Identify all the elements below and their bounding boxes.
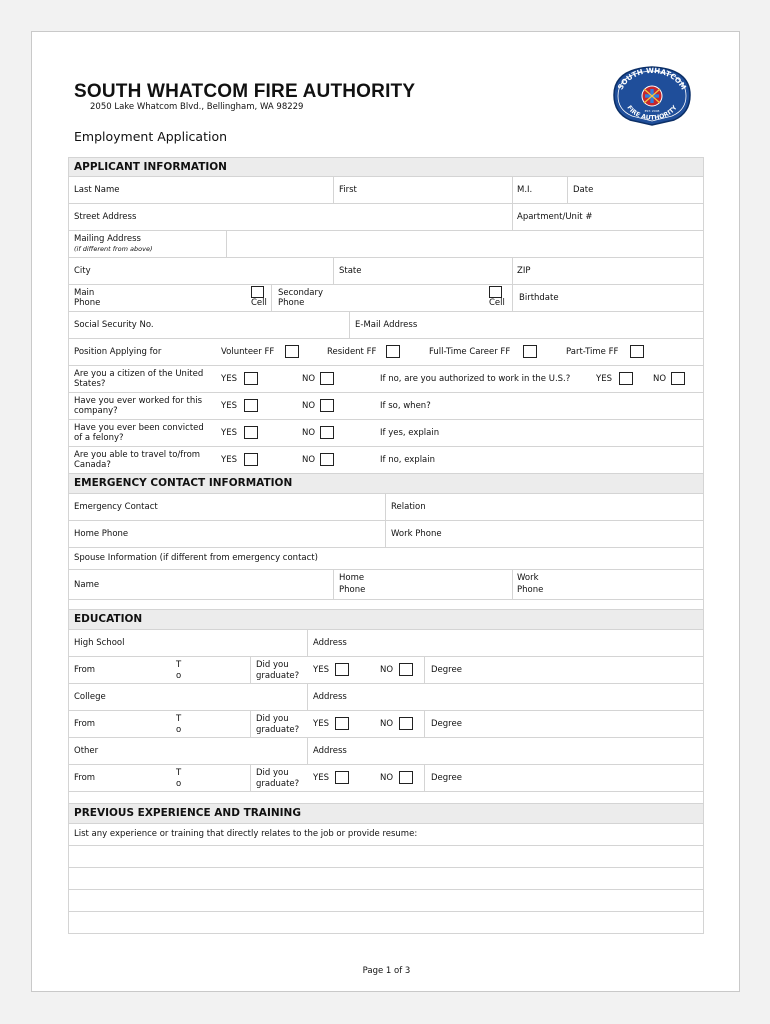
felony-no-checkbox[interactable] (320, 426, 334, 439)
emergency-contact-row (68, 494, 704, 521)
college-graduate-no-checkbox[interactable] (399, 717, 413, 730)
document-title: Employment Application (74, 129, 228, 144)
other-school-dates-row: From T o Did you graduate? YES NO Degree (68, 765, 704, 792)
position-label: Position Applying for (74, 347, 162, 357)
worked-row: Have you ever worked for this company? YES NO If so, when? (68, 393, 704, 420)
birthdate-field[interactable]: Birthdate (519, 293, 559, 303)
spouse-name-field[interactable]: Name (74, 580, 100, 590)
other-degree-field[interactable]: Degree (431, 773, 462, 783)
mailing-row (68, 231, 704, 258)
worked-no-checkbox[interactable] (320, 399, 334, 412)
mailing-address-note: (if different from above) (74, 245, 153, 253)
full-time-ff-checkbox[interactable] (523, 345, 537, 358)
other-school-address-field[interactable]: Address (313, 746, 347, 756)
city-row (68, 258, 704, 285)
relation-field[interactable]: Relation (391, 502, 426, 512)
other-graduate-yes-checkbox[interactable] (335, 771, 349, 784)
page-number: Page 1 of 3 (362, 966, 411, 976)
ssn-row (68, 312, 704, 339)
college-graduate-yes-checkbox[interactable] (335, 717, 349, 730)
street-row (68, 204, 704, 231)
street-address-field[interactable]: Street Address (74, 212, 137, 222)
state-field[interactable]: State (339, 266, 362, 276)
college-dates-row: From T o Did you graduate? YES NO Degree (68, 711, 704, 738)
high-school-graduate-yes-checkbox[interactable] (335, 663, 349, 676)
other-graduate-no-checkbox[interactable] (399, 771, 413, 784)
svg-text:SOUTH WHATCOM: SOUTH WHATCOM (615, 65, 689, 92)
name-row (68, 177, 704, 204)
other-to-field[interactable]: o (176, 779, 182, 789)
spouse-name-row: Name Home Phone Work Phone (68, 570, 704, 600)
worked-when-field[interactable]: If so, when? (380, 401, 431, 411)
felony-row: Have you ever been convicted of a felony? YES NO If yes, explain (68, 420, 704, 447)
citizen-no-checkbox[interactable] (320, 372, 334, 385)
experience-instructions-row (68, 824, 704, 846)
canada-row: Are you able to travel to/from Canada? YES NO If no, explain (68, 447, 704, 474)
application-page (31, 31, 740, 992)
experience-instructions: List any experience or training that directly relates to the job or provide resume: (74, 829, 418, 839)
part-time-ff-checkbox[interactable] (630, 345, 644, 358)
application-form (68, 157, 704, 934)
organization-address: 2050 Lake Whatcom Blvd., Bellingham, WA 98229 (90, 102, 304, 112)
canada-yes-checkbox[interactable] (244, 453, 258, 466)
college-row (68, 684, 704, 711)
main-phone-cell-checkbox[interactable] (251, 286, 264, 298)
fire-authority-logo (610, 65, 694, 127)
svg-text:FIRE AUTHORITY: FIRE AUTHORITY (625, 104, 679, 122)
high-school-dates-row: From T o Did you graduate? YES NO Degree (68, 657, 704, 684)
citizen-row: Are you a citizen of the United States? YES NO If no, are you authorized to work in the U.S.? YES NO (68, 366, 704, 393)
spouse-home-phone-field[interactable]: Phone (339, 585, 366, 595)
svg-text:EST. 2008: EST. 2008 (644, 109, 660, 113)
position-row: Position Applying for Volunteer FF Resident FF Full-Time Career FF Part-Time FF (68, 339, 704, 366)
phone-row: Main Phone Cell Secondary Phone Cell Birthdate (68, 285, 704, 312)
college-address-field[interactable]: Address (313, 692, 347, 702)
emergency-contact-field[interactable]: Emergency Contact (74, 502, 158, 512)
spouse-work-phone-field[interactable]: Phone (517, 585, 544, 595)
high-school-to-field[interactable]: o (176, 671, 182, 681)
first-name-field[interactable]: First (339, 185, 357, 195)
home-phone-field[interactable]: Home Phone (74, 529, 129, 539)
spouse-info-label: Spouse Information (if different from emergency contact) (74, 553, 318, 563)
high-school-address-field[interactable]: Address (313, 638, 347, 648)
experience-line[interactable] (68, 890, 704, 912)
experience-line[interactable] (68, 868, 704, 890)
secondary-phone-field[interactable]: Phone (278, 298, 305, 308)
resident-ff-checkbox[interactable] (386, 345, 400, 358)
mailing-address-label: Mailing Address (74, 234, 141, 244)
zip-field[interactable]: ZIP (517, 266, 531, 276)
other-school-row (68, 738, 704, 765)
apartment-field[interactable]: Apartment/Unit # (517, 212, 593, 222)
high-school-row (68, 630, 704, 657)
ssn-field[interactable]: Social Security No. (74, 320, 154, 330)
high-school-degree-field[interactable]: Degree (431, 665, 462, 675)
felony-yes-checkbox[interactable] (244, 426, 258, 439)
authorized-no-checkbox[interactable] (671, 372, 685, 385)
citizen-yes-checkbox[interactable] (244, 372, 258, 385)
canada-no-checkbox[interactable] (320, 453, 334, 466)
emergency-phone-row (68, 521, 704, 548)
section-previous-experience: PREVIOUS EXPERIENCE AND TRAINING (68, 804, 704, 824)
spacer (68, 600, 704, 610)
experience-line[interactable] (68, 912, 704, 934)
email-field[interactable]: E-Mail Address (355, 320, 418, 330)
college-from-field[interactable]: From (74, 719, 96, 729)
college-to-field[interactable]: o (176, 725, 182, 735)
middle-initial-field[interactable]: M.I. (517, 185, 533, 195)
spacer (68, 792, 704, 804)
secondary-phone-cell-checkbox[interactable] (489, 286, 502, 298)
organization-name: SOUTH WHATCOM FIRE AUTHORITY (74, 81, 416, 102)
high-school-graduate-no-checkbox[interactable] (399, 663, 413, 676)
spouse-info-row (68, 548, 704, 570)
section-emergency-contact: EMERGENCY CONTACT INFORMATION (68, 474, 704, 494)
authorized-yes-checkbox[interactable] (619, 372, 633, 385)
college-field[interactable]: College (74, 692, 106, 702)
high-school-field[interactable]: High School (74, 638, 125, 648)
section-education: EDUCATION (68, 610, 704, 630)
worked-yes-checkbox[interactable] (244, 399, 258, 412)
date-field[interactable]: Date (573, 185, 594, 195)
other-from-field[interactable]: From (74, 773, 96, 783)
high-school-from-field[interactable]: From (74, 665, 96, 675)
canada-explain-field[interactable]: If no, explain (380, 455, 436, 465)
last-name-field[interactable]: Last Name (74, 185, 120, 195)
volunteer-ff-checkbox[interactable] (285, 345, 299, 358)
mailing-address-field[interactable] (227, 231, 703, 257)
section-applicant-information: APPLICANT INFORMATION (68, 157, 704, 177)
felony-explain-field[interactable]: If yes, explain (380, 428, 440, 438)
experience-line[interactable] (68, 846, 704, 868)
main-phone-field[interactable]: Phone (74, 298, 101, 308)
city-field[interactable]: City (74, 266, 91, 276)
college-degree-field[interactable]: Degree (431, 719, 462, 729)
other-school-field[interactable]: Other (74, 746, 99, 756)
work-phone-field[interactable]: Work Phone (391, 529, 442, 539)
